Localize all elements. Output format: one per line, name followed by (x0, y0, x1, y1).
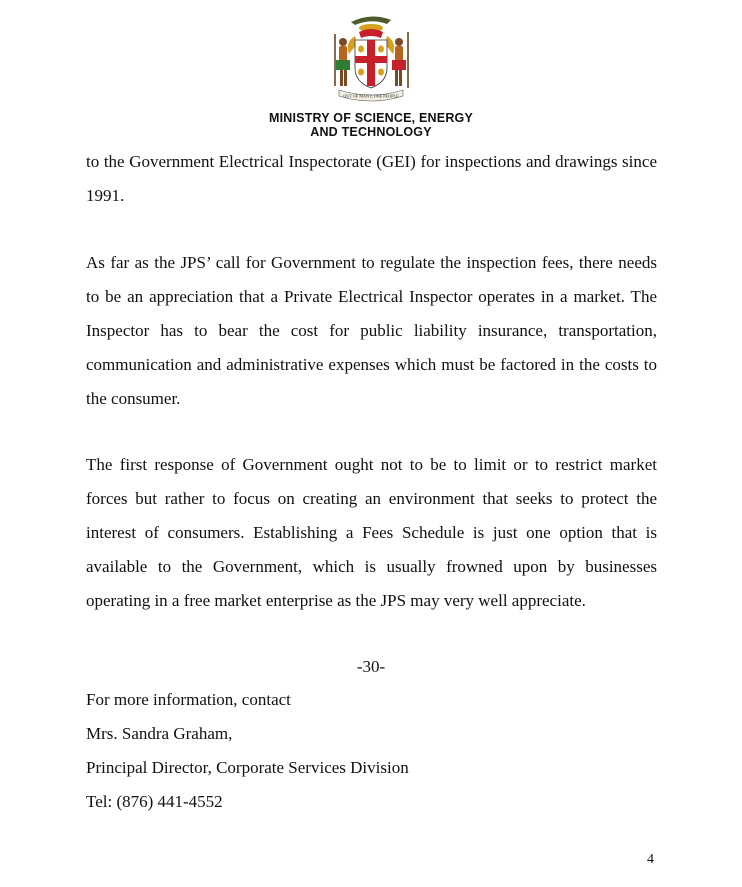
contact-name: Mrs. Sandra Graham, (86, 724, 233, 743)
ministry-name-line2: AND TECHNOLOGY (310, 125, 432, 139)
body-paragraph-2: As far as the JPS’ call for Government to regulate the inspection fees, there needs to be an appreciation that a Private Electrical Inspector operates in a market. The Inspector has to bear the cost for public liability insurance, transportation, communication and administrative expenses which must be factored in the costs to the consumer. (86, 253, 657, 408)
crest-motto-text: OUT OF MANY, ONE PEOPLE (343, 93, 399, 99)
end-of-release-mark: -30- (356, 657, 386, 676)
page-number: 4 (647, 852, 654, 867)
contact-title: Principal Director, Corporate Services Division (86, 758, 409, 777)
contact-phone: Tel: (876) 441-4552 (86, 792, 223, 811)
ministry-name-line1: MINISTRY OF SCIENCE, ENERGY (268, 111, 474, 125)
body-paragraph-3: The first response of Government ought not to be to limit or to restrict market forces but rather to focus on creating an environment that seeks to protect the interest of consumers. Establishing a Fees Schedule is just one option that is available to the Government, which is usually frowned upon by businesses operating in a free market enterprise as the JPS may very well appreciate. (86, 455, 657, 610)
ministry-crest (321, 8, 421, 108)
contact-intro: For more information, contact (86, 690, 291, 709)
body-paragraph-1: to the Government Electrical Inspectorate (GEI) for inspections and drawings since 1991. (86, 152, 657, 205)
